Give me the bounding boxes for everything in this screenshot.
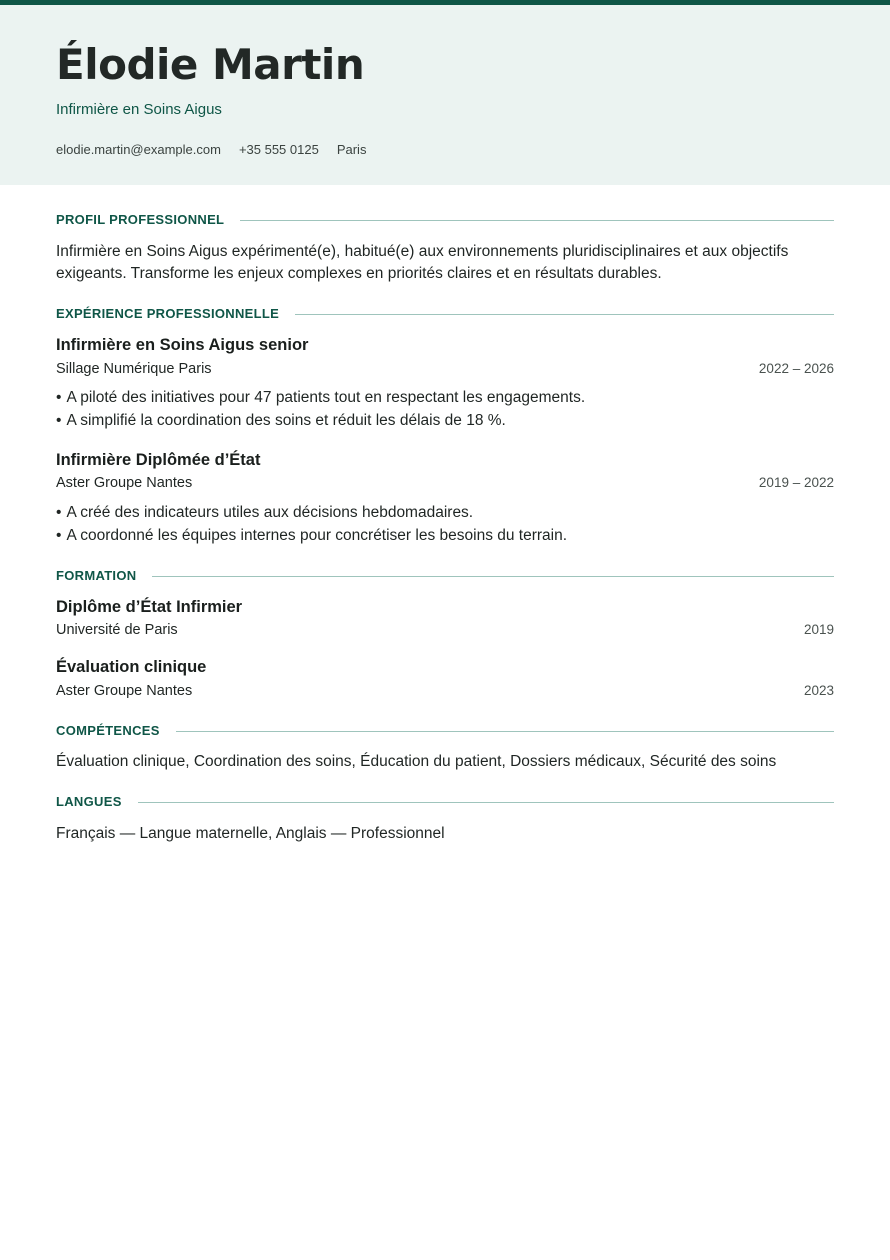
job-organization: Aster Groupe Nantes: [56, 475, 193, 491]
section-divider: [295, 314, 834, 315]
degree-org-row: [56, 681, 834, 701]
section-education-heading: [56, 567, 834, 585]
achievement-text: A coordonné les équipes internes pour concrétiser les besoins du terrain.: [66, 526, 568, 544]
section-divider: [176, 731, 834, 732]
profile-summary: Infirmière en Soins Aigus expérimenté(e), habitué(e) aux environnements pluridisciplinaires et aux objectifs exigeants. Transforme les enjeux complexes en priorités claires et en résultats durables.: [56, 243, 789, 282]
section-title: LANGUES: [56, 794, 122, 809]
contact-line: [56, 141, 366, 159]
candidate-role: Infirmière en Soins Aigus: [56, 101, 222, 118]
section-title: EXPÉRIENCE PROFESSIONNELLE: [56, 306, 280, 321]
list-item: [56, 525, 834, 548]
degree-org-row: [56, 620, 834, 640]
languages-list: Français — Langue maternelle, Anglais — Professionnel: [56, 825, 445, 842]
section-profile-heading: [56, 211, 834, 229]
section-experience-heading: [56, 305, 834, 323]
bullet-icon: •: [56, 504, 62, 521]
bullet-icon: •: [56, 411, 62, 429]
achievement-text: A piloté des initiatives pour 47 patients tout en respectant les engagements.: [66, 389, 586, 406]
degree-year: 2019: [803, 622, 834, 637]
section-divider: [138, 802, 834, 803]
job-dates: 2022 – 2026: [758, 361, 834, 376]
job-achievements: [56, 387, 834, 432]
list-item: [56, 387, 834, 410]
section-divider: [240, 220, 834, 221]
candidate-name: Élodie Martin: [56, 40, 365, 89]
job-organization: Sillage Numérique Paris: [56, 361, 212, 377]
degree-institution: Université de Paris: [56, 622, 178, 638]
section-skills-heading: [56, 722, 834, 740]
list-item: [56, 410, 834, 433]
skills-list: Évaluation clinique, Coordination des soins, Éducation du patient, Dossiers médicaux, Sécurité des soins: [56, 753, 777, 770]
job-achievements: [56, 502, 834, 547]
contact-email[interactable]: elodie.martin@example.com: [56, 142, 221, 157]
achievement-text: A créé des indicateurs utiles aux décisions hebdomadaires.: [66, 504, 474, 521]
job-org-row: [56, 473, 834, 493]
degree-institution: Aster Groupe Nantes: [56, 683, 193, 699]
section-title: PROFIL PROFESSIONNEL: [56, 212, 225, 227]
job-title: Infirmière Diplômée d’État: [56, 451, 261, 469]
section-languages-heading: [56, 793, 834, 811]
list-item: [56, 502, 834, 525]
contact-phone[interactable]: +35 555 0125: [238, 142, 319, 157]
degree-title: Diplôme d’État Infirmier: [56, 598, 243, 616]
degree-title: Évaluation clinique: [56, 658, 207, 676]
resume-header: [0, 5, 890, 185]
section-title: FORMATION: [56, 568, 137, 583]
section-title: COMPÉTENCES: [56, 723, 160, 738]
contact-city: Paris: [336, 142, 367, 157]
achievement-text: A simplifié la coordination des soins et réduit les délais de 18 %.: [66, 411, 506, 429]
section-divider: [152, 576, 834, 577]
job-org-row: [56, 359, 834, 379]
job-dates: 2019 – 2022: [758, 475, 834, 490]
job-title: Infirmière en Soins Aigus senior: [56, 336, 309, 354]
degree-year: 2023: [803, 683, 834, 698]
bullet-icon: •: [56, 389, 62, 406]
bullet-icon: •: [56, 526, 62, 544]
